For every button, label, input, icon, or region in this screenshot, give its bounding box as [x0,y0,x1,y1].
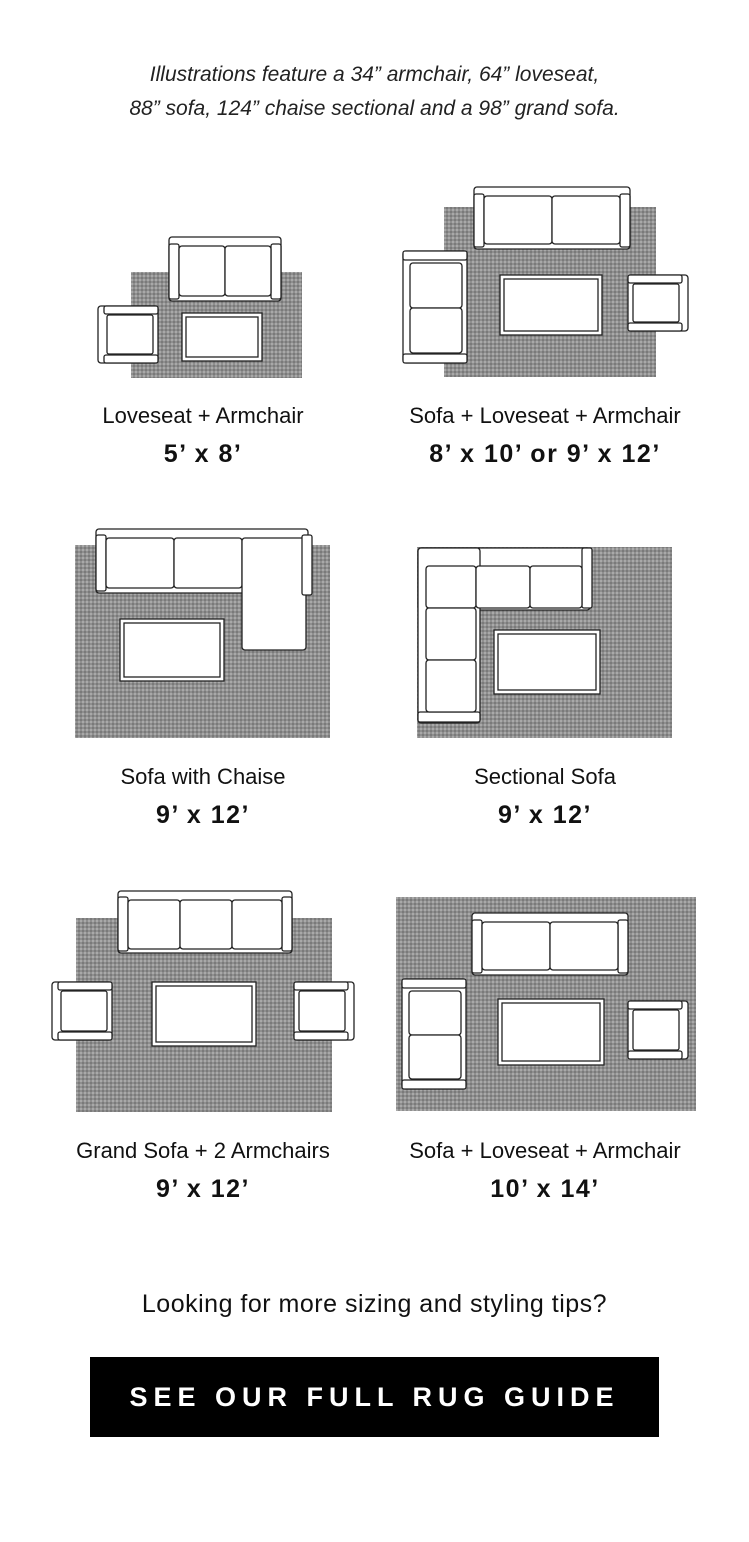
loveseat [169,237,281,301]
rug-size: 10’ x 14’ [490,1175,600,1203]
coffee-table [152,982,256,1046]
coffee-table [500,275,602,335]
rug-size: 9’ x 12’ [155,801,251,829]
coffee-table [494,630,600,694]
intro-line-2: 88” sofa, 124” chaise sectional and a 98” grand sofa. [129,97,620,120]
layout-label: Sectional Sofa [474,764,616,789]
armchair-right [294,982,354,1040]
layout-label: Sofa with Chaise [120,764,286,789]
armchair [628,275,688,331]
intro-line-1: Illustrations feature a 34” armchair, 64” loveseat, [149,63,600,86]
rug-guide-button[interactable]: SEE OUR FULL RUG GUIDE [90,1357,659,1437]
coffee-table [182,313,262,361]
rug-diagram-sofa-with-chaise [70,525,340,745]
rug-size: 5’ x 8’ [163,440,243,468]
rug-diagram-sectional-sofa [412,540,682,745]
coffee-table [120,619,224,681]
sofa [474,187,630,249]
armchair [98,306,158,363]
armchair [628,1001,688,1059]
rug-diagram-sofa-loveseat-armchair [400,185,695,385]
rug-size: 8’ x 10’ or 9’ x 12’ [429,440,661,468]
rug-size: 9’ x 12’ [155,1175,251,1203]
layout-label: Loveseat + Armchair [102,403,304,428]
rug-diagram-loveseat-armchair [95,235,310,385]
layout-label: Grand Sofa + 2 Armchairs [76,1138,330,1163]
rug-diagram-grand-sofa-armchairs [48,888,363,1118]
tips-prompt: Looking for more sizing and styling tips? [141,1290,608,1318]
coffee-table [498,999,604,1065]
loveseat [402,979,466,1089]
rug-size: 9’ x 12’ [497,801,593,829]
loveseat [403,251,467,363]
layout-label: Sofa + Loveseat + Armchair [409,403,681,428]
layout-label: Sofa + Loveseat + Armchair [409,1138,681,1163]
intro-text [0,58,749,126]
rug-diagram-sofa-loveseat-armchair-large [392,893,700,1113]
sofa [472,913,628,975]
armchair-left [52,982,112,1040]
grand-sofa [118,891,292,953]
